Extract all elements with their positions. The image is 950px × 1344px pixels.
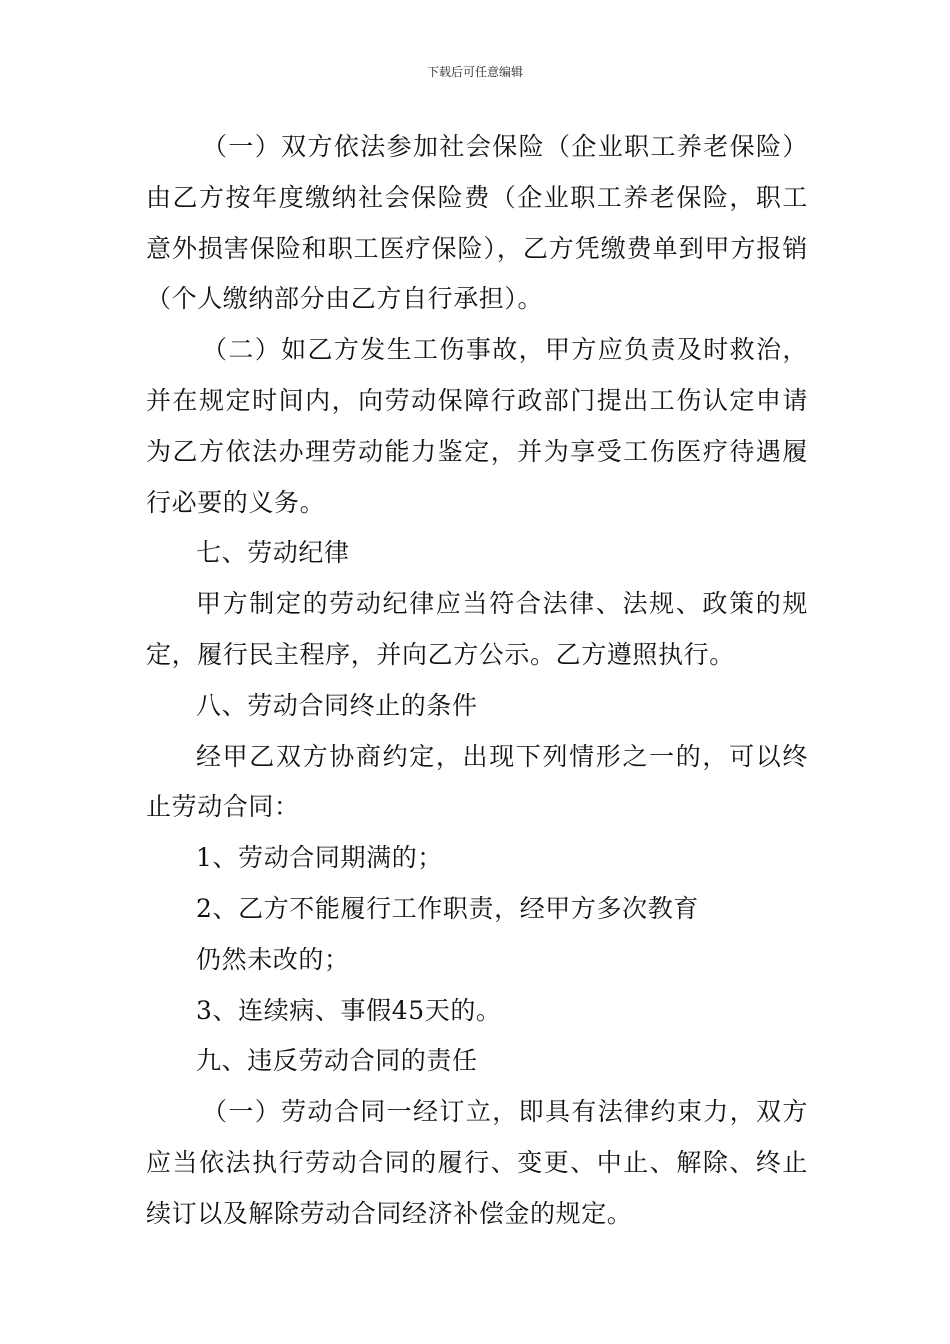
list-item-termination-2: 2、乙方不能履行工作职责，经甲方多次教育: [196, 893, 699, 923]
section-heading-termination-conditions: 八、劳动合同终止的条件: [196, 690, 478, 720]
document-body: [146, 122, 808, 1240]
paragraph-work-injury: （二）如乙方发生工伤事故，甲方应负责及时救治，并在规定时间内，向劳动保障行政部门提出工伤认定申请为乙方依法办理劳动能力鉴定，并为享受工伤医疗待遇履行必要的义务。: [146, 335, 808, 517]
paragraph-labor-discipline: 甲方制定的劳动纪律应当符合法律、法规、政策的规定，履行民主程序，并向乙方公示。乙方遵照执行。: [146, 589, 808, 669]
list-item-termination-1: 1、劳动合同期满的；: [196, 843, 443, 873]
list-item-termination-3: 3、连续病、事假45天的。: [196, 995, 502, 1025]
paragraph-termination-intro: 经甲乙双方协商约定，出现下列情形之一的，可以终止劳动合同：: [146, 741, 808, 822]
paragraph-social-insurance: （一）双方依法参加社会保险（企业职工养老保险）由乙方按年度缴纳社会保险费（企业职工养老保险，职工意外损害保险和职工医疗保险），乙方凭缴费单到甲方报销（个人缴纳部分由乙方自行承担）。: [146, 132, 808, 314]
section-heading-labor-discipline: 七、劳动纪律: [196, 538, 350, 568]
section-heading-breach-liability: 九、违反劳动合同的责任: [196, 1046, 478, 1076]
list-item-termination-2-continued: 仍然未改的；: [196, 944, 350, 974]
paragraph-contract-binding: （一）劳动合同一经订立，即具有法律约束力，双方应当依法执行劳动合同的履行、变更、中止、解除、终止续订以及解除劳动合同经济补偿金的规定。: [146, 1097, 808, 1228]
page-header: 下载后可任意编辑: [426, 65, 523, 79]
